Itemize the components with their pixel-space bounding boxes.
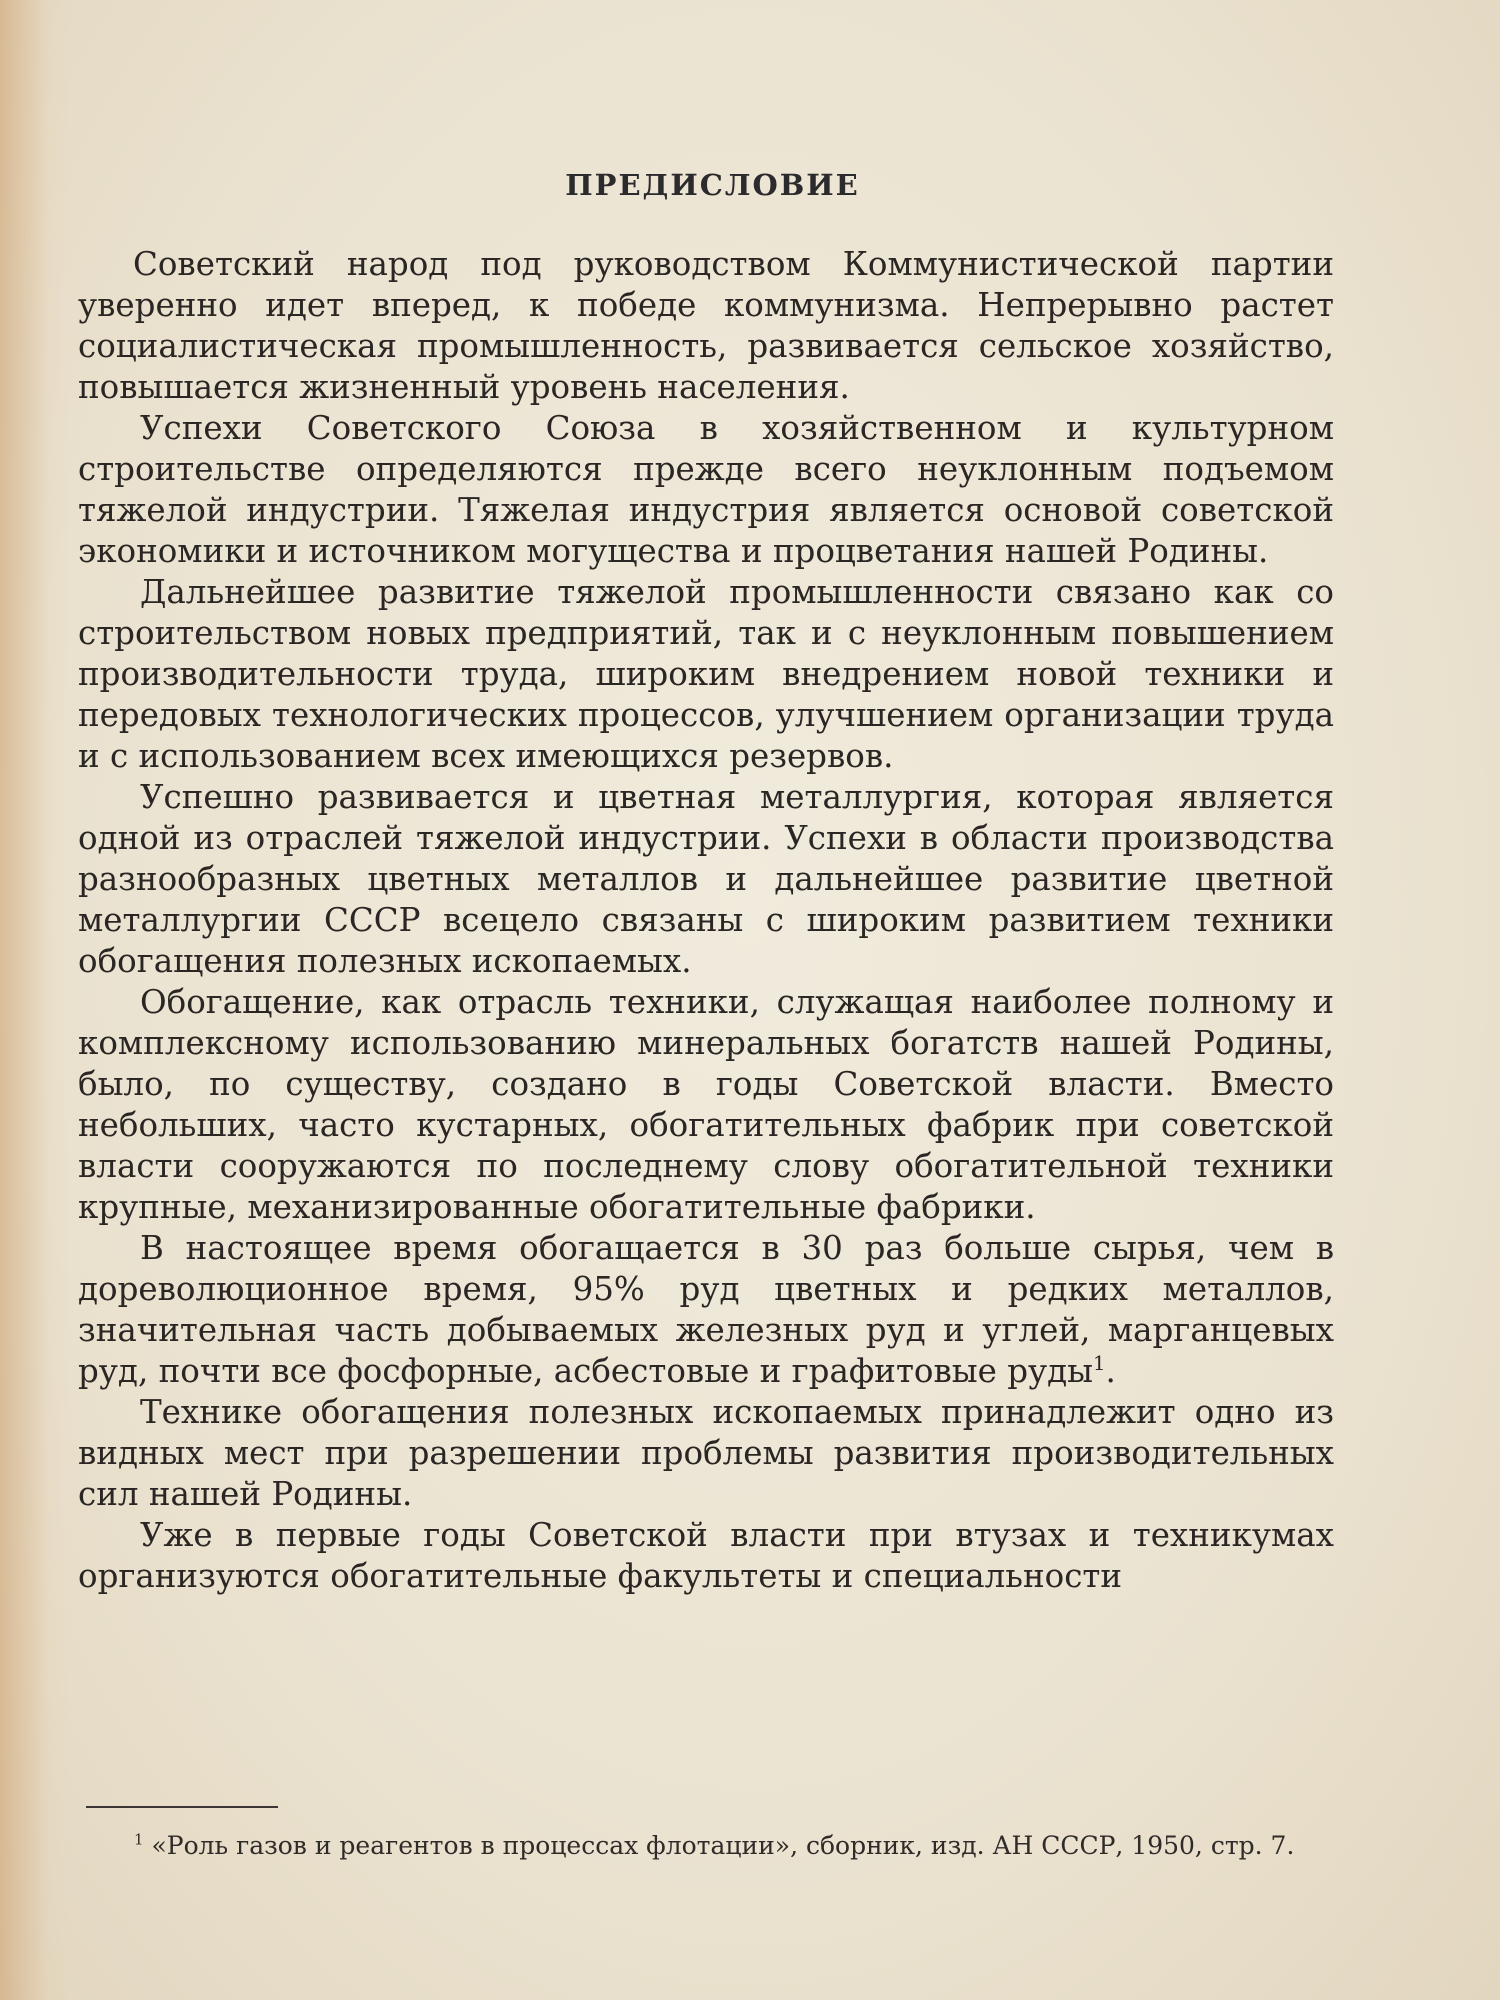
paragraph-2: Успехи Советского Союза в хозяйственном и культурном строительстве определяются прежде всего неуклонным подъемом тяжелой индустрии. Тяжелая индустрия является основой советской экономики и источником могущества и процветания нашей Родины. <box>78 409 1334 570</box>
page-title: ПРЕДИСЛОВИЕ <box>565 168 860 202</box>
paragraph-3: Дальнейшее развитие тяжелой промышленности связано как со строительством новых предприятий, так и с неуклонным повышением производительности труда, широким внедрением новой техники и передовых технологических процессов, улучшением организации труда и с использованием всех имеющихся резервов. <box>78 573 1334 775</box>
footnote-text: «Роль газов и реагентов в процессах флотации», сборник, изд. АН СССР, 1950, стр. 7. <box>151 1831 1295 1860</box>
paragraph-1: Советский народ под руководством Коммунистической партии уверенно идет вперед, к победе коммунизма. Непрерывно растет социалистическая промышленность, развивается сельское хозяйство, повышается жизненный уровень населения. <box>78 245 1334 406</box>
paragraph-5: Обогащение, как отрасль техники, служащая наиболее полному и комплексному использованию минеральных богатств нашей Родины, было, по существу, создано в годы Советской власти. Вместо небольших, часто кустарных, обогатительных фабрик при советской власти сооружаются по последнему слову обогатительной техники крупные, механизированные обогатительные фабрики. <box>78 983 1334 1226</box>
footnote-marker: 1 <box>134 1830 144 1849</box>
body-text <box>78 244 1334 1597</box>
paragraph-7: Технике обогащения полезных ископаемых принадлежит одно из видных мест при разрешении проблемы развития производительных сил нашей Родины. <box>78 1393 1334 1513</box>
footnote-divider <box>86 1806 278 1808</box>
paragraph-4: Успешно развивается и цветная металлургия, которая является одной из отраслей тяжелой индустрии. Успехи в области производства разнообразных цветных металлов и дальнейшее развитие цветной металлургии СССР всецело связаны с широким развитием техники обогащения полезных ископаемых. <box>78 778 1334 980</box>
paragraph-6: В настоящее время обогащается в 30 раз больше сырья, чем в дореволюционное время, 95% руд цветных и редких металлов, значительная часть добываемых железных руд и углей, марганцевых руд, почти все фосфорные, асбестовые и графитовые руды$^1$. <box>78 1229 1334 1390</box>
paragraph-8: Уже в первые годы Советской власти при втузах и техникумах организуются обогатительные факультеты и специальности <box>78 1516 1334 1595</box>
paragraph-6-text: В настоящее время обогащается в 30 раз больше сырья, чем в дореволюционное время, 95% руд цветных и редких металлов, значительная часть добываемых железных руд и углей, марганцевых руд, почти все фосфорные, асбестовые и графитовые руды <box>78 1229 1334 1390</box>
footnote-reference: 1 <box>1093 1352 1106 1376</box>
footnote <box>86 1828 1312 1863</box>
